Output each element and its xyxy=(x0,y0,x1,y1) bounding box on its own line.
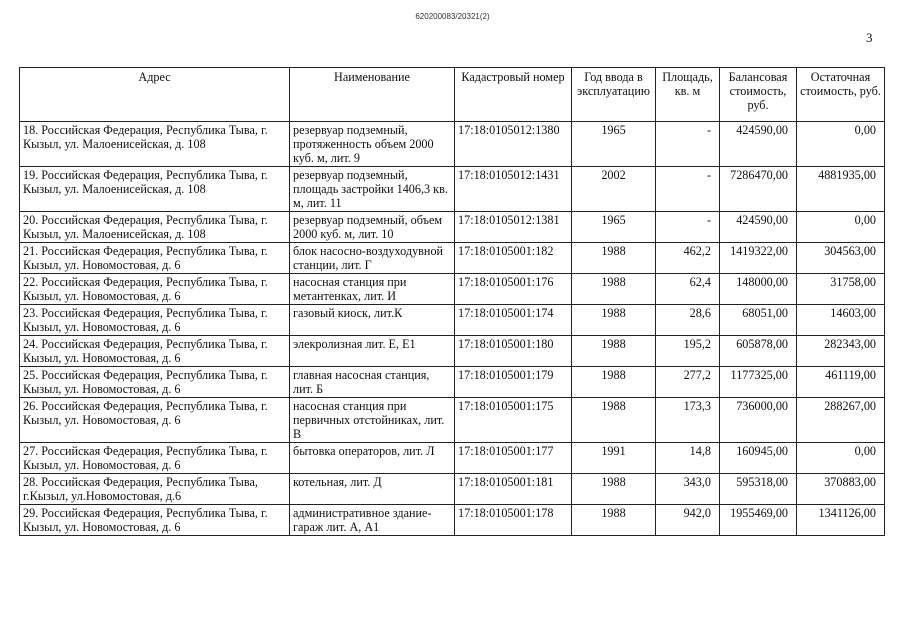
header-address: Адрес xyxy=(20,68,290,122)
cell-cadastral: 17:18:0105001:176 xyxy=(455,274,572,305)
cell-address: 18. Российская Федерация, Республика Тыва, г. Кызыл, ул. Малоенисейская, д. 108 xyxy=(20,122,290,167)
property-table xyxy=(19,67,885,536)
cell-residual: 0,00 xyxy=(797,212,885,243)
cell-cadastral: 17:18:0105001:178 xyxy=(455,505,572,536)
cell-address: 22. Российская Федерация, Республика Тыва, г. Кызыл, ул. Новомостовая, д. 6 xyxy=(20,274,290,305)
header-cadastral: Кадастровый номер xyxy=(455,68,572,122)
table-row xyxy=(20,243,885,274)
cell-residual: 1341126,00 xyxy=(797,505,885,536)
cell-cadastral: 17:18:0105001:174 xyxy=(455,305,572,336)
cell-year: 2002 xyxy=(572,167,656,212)
cell-year: 1965 xyxy=(572,122,656,167)
cell-residual: 0,00 xyxy=(797,122,885,167)
cell-balance: 424590,00 xyxy=(720,212,797,243)
cell-residual: 288267,00 xyxy=(797,398,885,443)
cell-cadastral: 17:18:0105001:181 xyxy=(455,474,572,505)
header-name: Наименование xyxy=(290,68,455,122)
cell-year: 1988 xyxy=(572,505,656,536)
cell-address: 25. Российская Федерация, Республика Тыва, г. Кызыл, ул. Новомостовая, д. 6 xyxy=(20,367,290,398)
cell-balance: 1955469,00 xyxy=(720,505,797,536)
cell-name: административное здание-гараж лит. А, А1 xyxy=(290,505,455,536)
cell-area: 28,6 xyxy=(656,305,720,336)
cell-balance: 595318,00 xyxy=(720,474,797,505)
cell-name: резервуар подземный, протяженность объем 2000 куб. м, лит. 9 xyxy=(290,122,455,167)
cell-address: 26. Российская Федерация, Республика Тыва, г. Кызыл, ул. Новомостовая, д. 6 xyxy=(20,398,290,443)
cell-year: 1988 xyxy=(572,274,656,305)
cell-residual: 304563,00 xyxy=(797,243,885,274)
cell-name: главная насосная станция, лит. Б xyxy=(290,367,455,398)
table-row xyxy=(20,122,885,167)
cell-balance: 605878,00 xyxy=(720,336,797,367)
cell-balance: 160945,00 xyxy=(720,443,797,474)
table-row xyxy=(20,505,885,536)
cell-cadastral: 17:18:0105001:182 xyxy=(455,243,572,274)
document-id: 620200083/20321(2) xyxy=(415,12,490,21)
table-row xyxy=(20,212,885,243)
cell-balance: 148000,00 xyxy=(720,274,797,305)
cell-name: котельная, лит. Д xyxy=(290,474,455,505)
cell-year: 1991 xyxy=(572,443,656,474)
table-row xyxy=(20,167,885,212)
cell-area: 462,2 xyxy=(656,243,720,274)
cell-residual: 370883,00 xyxy=(797,474,885,505)
cell-area: - xyxy=(656,167,720,212)
cell-balance: 7286470,00 xyxy=(720,167,797,212)
cell-balance: 424590,00 xyxy=(720,122,797,167)
cell-residual: 14603,00 xyxy=(797,305,885,336)
cell-cadastral: 17:18:0105001:179 xyxy=(455,367,572,398)
cell-address: 28. Российская Федерация, Республика Тыва, г.Кызыл, ул.Новомостовая, д.6 xyxy=(20,474,290,505)
cell-area: 173,3 xyxy=(656,398,720,443)
header-area: Площадь, кв. м xyxy=(656,68,720,122)
cell-address: 21. Российская Федерация, Республика Тыва, г. Кызыл, ул. Новомостовая, д. 6 xyxy=(20,243,290,274)
cell-area: - xyxy=(656,212,720,243)
cell-year: 1988 xyxy=(572,243,656,274)
table-row xyxy=(20,305,885,336)
cell-address: 27. Российская Федерация, Республика Тыва, г. Кызыл, ул. Новомостовая, д. 6 xyxy=(20,443,290,474)
cell-cadastral: 17:18:0105012:1431 xyxy=(455,167,572,212)
cell-cadastral: 17:18:0105001:175 xyxy=(455,398,572,443)
cell-year: 1988 xyxy=(572,398,656,443)
cell-address: 24. Российская Федерация, Республика Тыва, г. Кызыл, ул. Новомостовая, д. 6 xyxy=(20,336,290,367)
cell-cadastral: 17:18:0105001:177 xyxy=(455,443,572,474)
cell-residual: 461119,00 xyxy=(797,367,885,398)
cell-area: 195,2 xyxy=(656,336,720,367)
cell-address: 19. Российская Федерация, Республика Тыва, г. Кызыл, ул. Малоенисейская, д. 108 xyxy=(20,167,290,212)
cell-residual: 282343,00 xyxy=(797,336,885,367)
table-row xyxy=(20,443,885,474)
cell-cadastral: 17:18:0105001:180 xyxy=(455,336,572,367)
cell-address: 20. Российская Федерация, Республика Тыва, г. Кызыл, ул. Малоенисейская, д. 108 xyxy=(20,212,290,243)
table-row xyxy=(20,474,885,505)
cell-year: 1965 xyxy=(572,212,656,243)
cell-balance: 1177325,00 xyxy=(720,367,797,398)
table-row xyxy=(20,367,885,398)
cell-name: блок насосно-воздуходувной станции, лит. Г xyxy=(290,243,455,274)
page-number: 3 xyxy=(866,30,873,45)
cell-cadastral: 17:18:0105012:1380 xyxy=(455,122,572,167)
cell-balance: 736000,00 xyxy=(720,398,797,443)
table-row xyxy=(20,336,885,367)
cell-name: бытовка операторов, лит. Л xyxy=(290,443,455,474)
header-residual: Остаточная стоимость, руб. xyxy=(797,68,885,122)
cell-balance: 1419322,00 xyxy=(720,243,797,274)
cell-residual: 31758,00 xyxy=(797,274,885,305)
table-header-row xyxy=(20,68,885,122)
cell-name: газовый киоск, лит.К xyxy=(290,305,455,336)
cell-area: 343,0 xyxy=(656,474,720,505)
header-balance: Балансовая стоимость, руб. xyxy=(720,68,797,122)
cell-residual: 0,00 xyxy=(797,443,885,474)
cell-residual: 4881935,00 xyxy=(797,167,885,212)
table-row xyxy=(20,398,885,443)
cell-name: насосная станция при метантенках, лит. И xyxy=(290,274,455,305)
cell-year: 1988 xyxy=(572,474,656,505)
cell-cadastral: 17:18:0105012:1381 xyxy=(455,212,572,243)
table-row xyxy=(20,274,885,305)
cell-area: - xyxy=(656,122,720,167)
header-year: Год ввода в эксплуатацию xyxy=(572,68,656,122)
cell-year: 1988 xyxy=(572,336,656,367)
cell-name: резервуар подземный, площадь застройки 1406,3 кв. м, лит. 11 xyxy=(290,167,455,212)
cell-area: 62,4 xyxy=(656,274,720,305)
cell-year: 1988 xyxy=(572,367,656,398)
cell-address: 23. Российская Федерация, Республика Тыва, г. Кызыл, ул. Новомостовая, д. 6 xyxy=(20,305,290,336)
cell-name: резервуар подземный, объем 2000 куб. м, лит. 10 xyxy=(290,212,455,243)
cell-balance: 68051,00 xyxy=(720,305,797,336)
cell-area: 14,8 xyxy=(656,443,720,474)
cell-address: 29. Российская Федерация, Республика Тыва, г. Кызыл, ул. Новомостовая, д. 6 xyxy=(20,505,290,536)
cell-year: 1988 xyxy=(572,305,656,336)
cell-area: 277,2 xyxy=(656,367,720,398)
cell-area: 942,0 xyxy=(656,505,720,536)
cell-name: насосная станция при первичных отстойниках, лит. В xyxy=(290,398,455,443)
cell-name: элекролизная лит. Е, Е1 xyxy=(290,336,455,367)
table-body xyxy=(20,122,885,536)
